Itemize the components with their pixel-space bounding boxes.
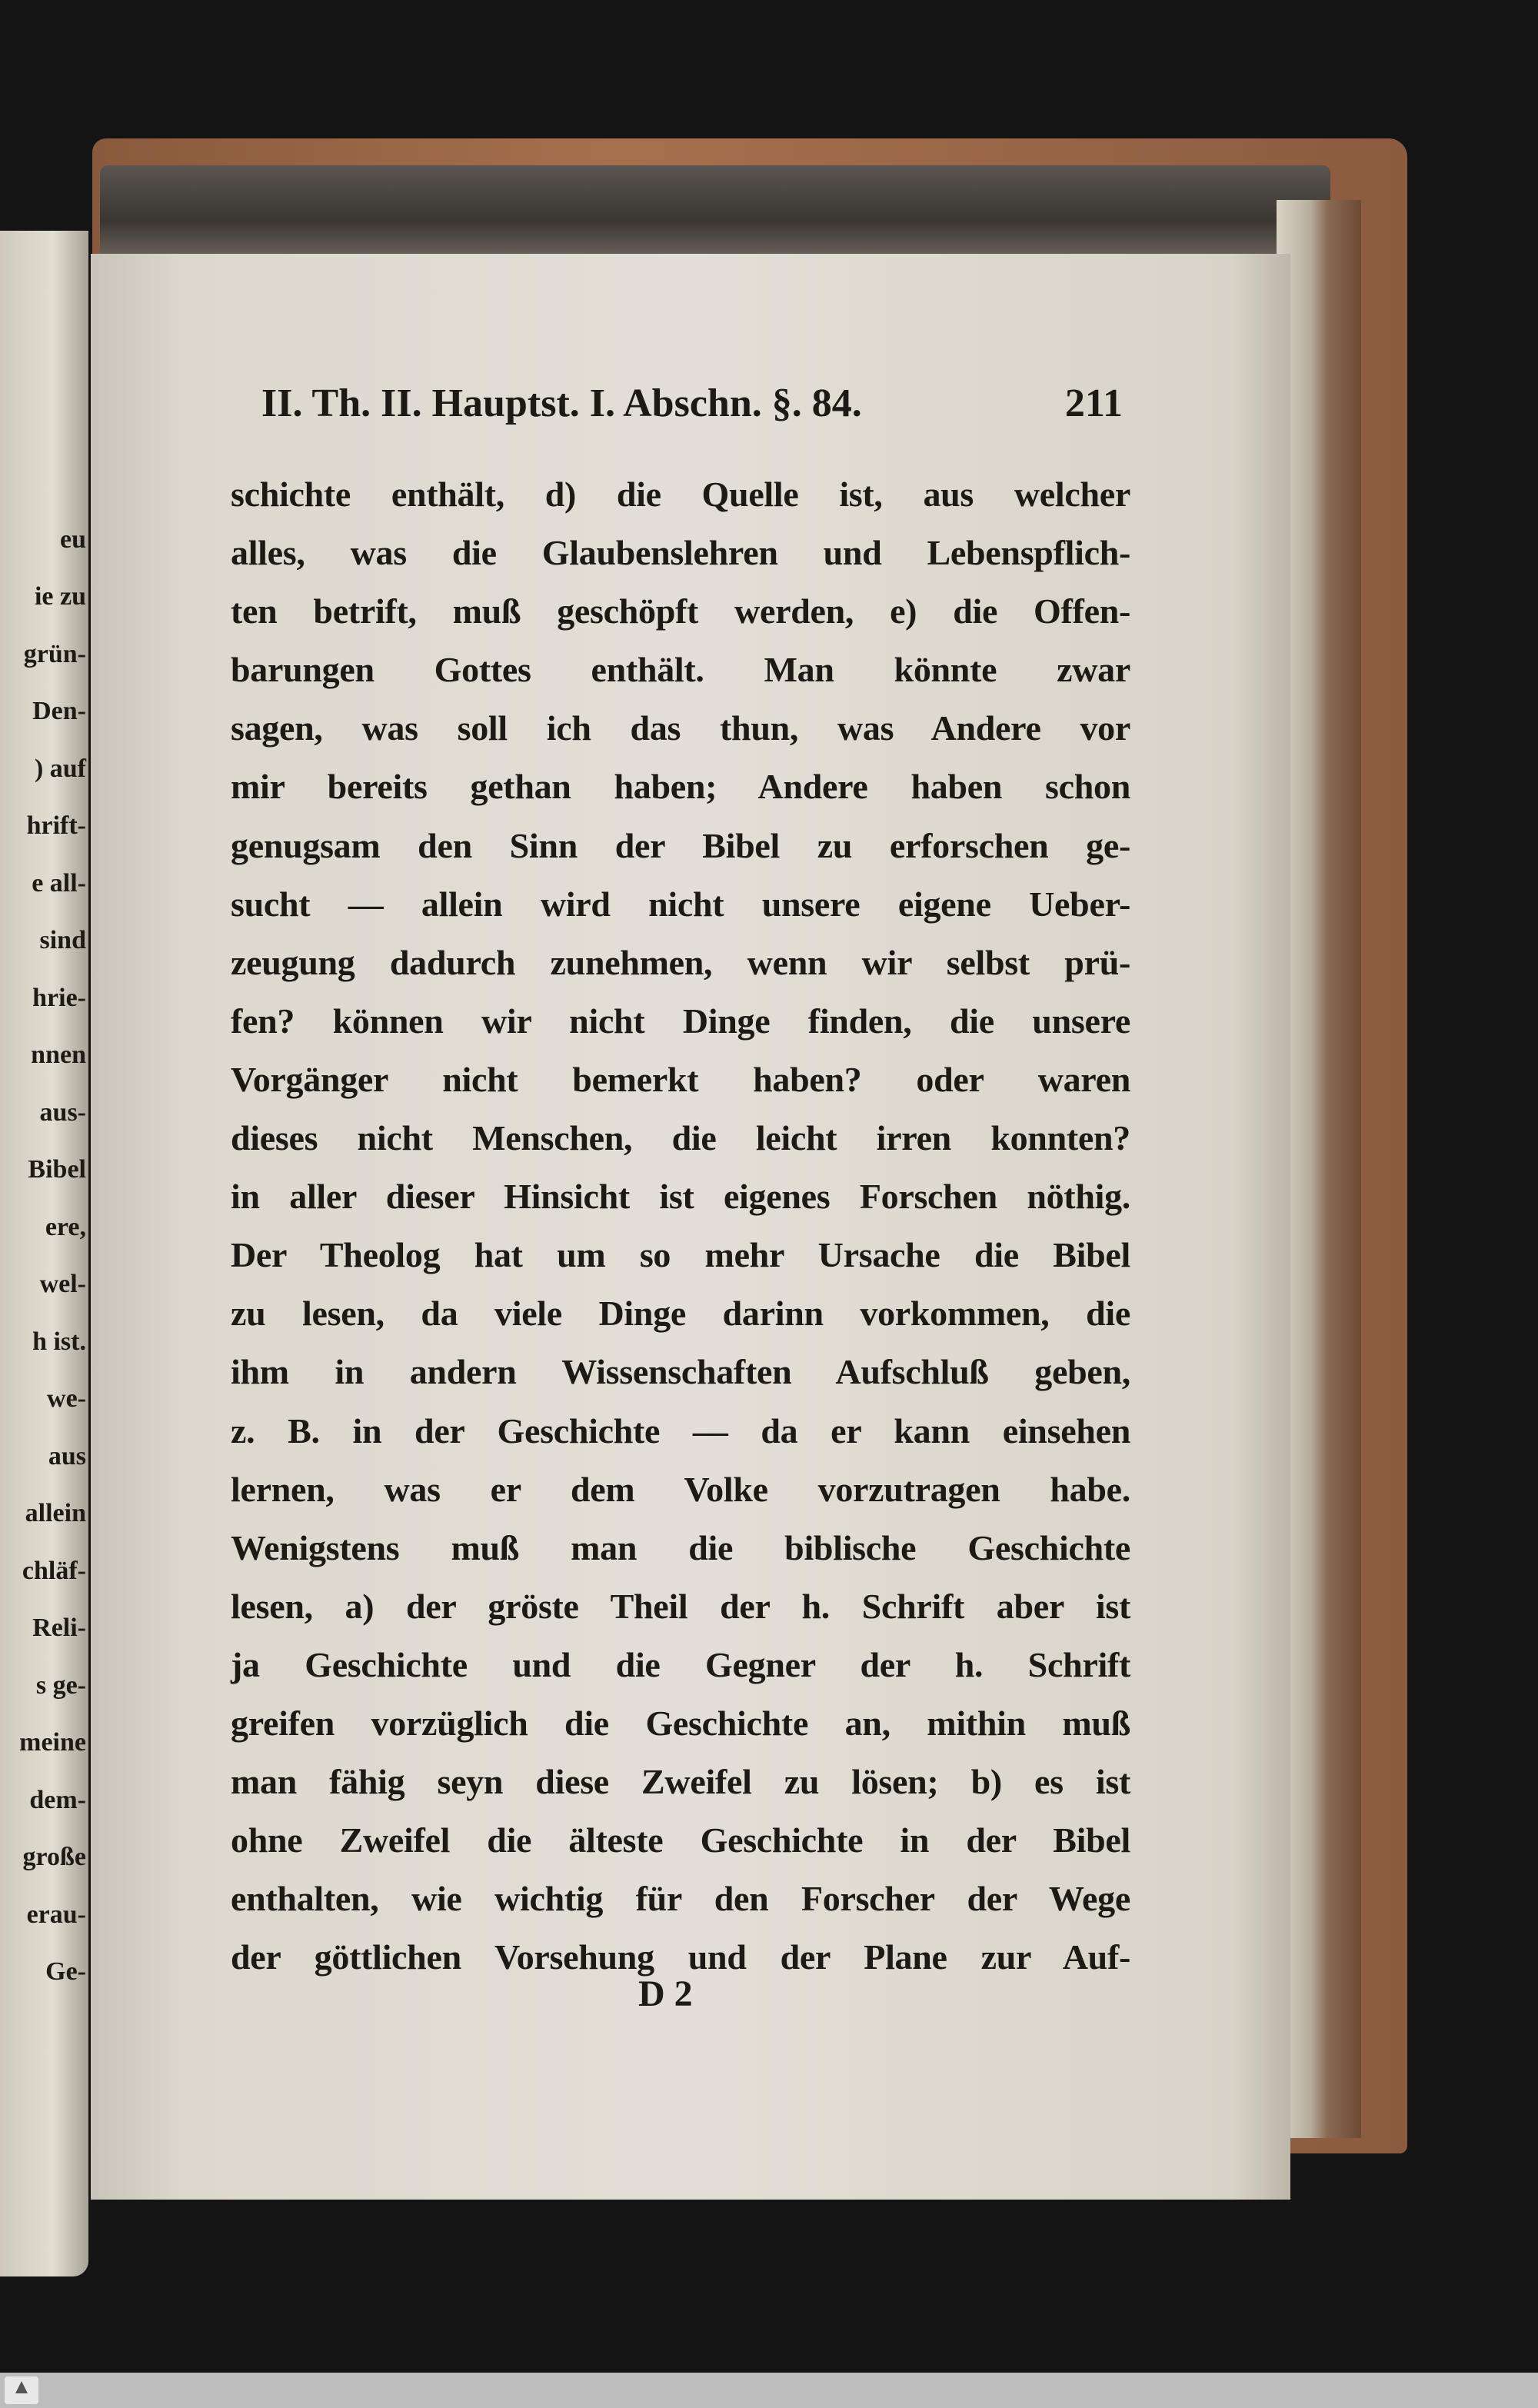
left-page-fragment: wel- xyxy=(39,1270,86,1298)
text-line: Wenigstens muß man die biblische Geschichte xyxy=(231,1527,1130,1567)
signature-mark: D 2 xyxy=(638,1973,693,2014)
text-line: Vorgänger nicht bemerkt haben? oder waren xyxy=(231,1059,1130,1099)
text-line: ja Geschichte und die Gegner der h. Schrift xyxy=(231,1644,1130,1684)
left-page-fragment: Den- xyxy=(32,697,86,725)
library-logo-icon xyxy=(5,2376,38,2404)
text-line: lernen, was er dem Volke vorzutragen habe. xyxy=(231,1469,1130,1509)
left-page-fragment: s ge- xyxy=(35,1670,86,1700)
left-page-fragment: ie zu xyxy=(34,582,86,611)
text-line: sagen, was soll ich das thun, was Andere vor xyxy=(231,708,1130,748)
text-line: schichte enthält, d) die Quelle ist, aus welcher xyxy=(231,475,1130,514)
left-page-fragment: eu xyxy=(60,525,86,554)
left-page-fragment: große xyxy=(22,1843,86,1871)
text-line: lesen, a) der gröste Theil der h. Schrift aber ist xyxy=(231,1586,1130,1626)
left-page-fragment: meine xyxy=(19,1728,86,1757)
left-page-fragment: grün- xyxy=(23,639,86,668)
text-line: ihm in andern Wissenschaften Aufschluß geben, xyxy=(231,1352,1130,1392)
text-line: zu lesen, da viele Dinge darinn vorkommen, die xyxy=(231,1294,1130,1334)
text-line: ten betrift, muß geschöpft werden, e) die Offen- xyxy=(231,591,1130,631)
left-page-fragment: dem- xyxy=(29,1785,86,1814)
text-line: alles, was die Glaubenslehren und Lebenspflich- xyxy=(231,533,1130,573)
left-page-fragment: e all- xyxy=(32,868,86,898)
left-page-fragment: Bibel xyxy=(28,1155,86,1184)
page-body-text xyxy=(231,465,1130,1987)
running-header xyxy=(261,381,1123,426)
left-page-fragment: ) auf xyxy=(34,754,86,783)
text-line: man fähig seyn diese Zweifel zu lösen; b) es ist xyxy=(231,1762,1130,1802)
text-line: ohne Zweifel die älteste Geschichte in der Bibel xyxy=(231,1820,1130,1860)
left-page-fragment: hrift- xyxy=(26,811,86,840)
left-page-fragment: allein xyxy=(25,1499,86,1527)
text-line: in aller dieser Hinsicht ist eigenes Forschen nöthig. xyxy=(231,1177,1130,1217)
text-line: barungen Gottes enthält. Man könnte zwar xyxy=(231,650,1130,690)
running-title: II. Th. II. Hauptst. I. Abschn. §. 84. xyxy=(261,381,862,425)
text-line: sucht — allein wird nicht unsere eigene Ueber- xyxy=(231,884,1130,924)
left-page-fragment: ere, xyxy=(45,1212,86,1241)
left-page-fragment xyxy=(0,454,86,511)
text-line: zeugung dadurch zunehmen, wenn wir selbst prü- xyxy=(231,942,1130,982)
left-page-fragment: we- xyxy=(47,1384,86,1413)
left-page-fragment: aus xyxy=(48,1441,86,1470)
text-line: greifen vorzüglich die Geschichte an, mithin muß xyxy=(231,1703,1130,1743)
left-page-fragment: aus- xyxy=(39,1097,86,1127)
text-line: Der Theolog hat um so mehr Ursache die Bibel xyxy=(231,1235,1130,1275)
left-page-fragment: Ge- xyxy=(45,1957,86,1986)
left-page-fragment: nnen xyxy=(31,1041,86,1069)
text-line: z. B. in der Geschichte — da er kann einsehen xyxy=(231,1410,1130,1450)
page-number: 211 xyxy=(1064,381,1123,425)
left-page-fragment: hrie- xyxy=(32,983,86,1012)
text-line: genugsam den Sinn der Bibel zu erforschen ge- xyxy=(231,825,1130,865)
left-page-fragment: Reli- xyxy=(32,1614,86,1642)
book-top-edge xyxy=(100,165,1330,258)
text-line: der göttlichen Vorsehung und der Plane zur Auf- xyxy=(231,1937,1130,1977)
left-page-fragment: h ist. xyxy=(32,1327,86,1356)
left-page-text-fragments xyxy=(0,454,86,2001)
viewer-bottom-bar xyxy=(0,2373,1538,2408)
text-line: fen? können wir nicht Dinge finden, die unsere xyxy=(231,1001,1130,1041)
left-page-fragment: sind xyxy=(39,926,86,954)
text-line: dieses nicht Menschen, die leicht irren konnten? xyxy=(231,1118,1130,1158)
left-page-fragment: chläf- xyxy=(22,1556,86,1585)
text-line: mir bereits gethan haben; Andere haben schon xyxy=(231,767,1130,807)
text-line: enthalten, wie wichtig für den Forscher der Wege xyxy=(231,1879,1130,1919)
left-page-fragment: erau- xyxy=(26,1900,86,1929)
